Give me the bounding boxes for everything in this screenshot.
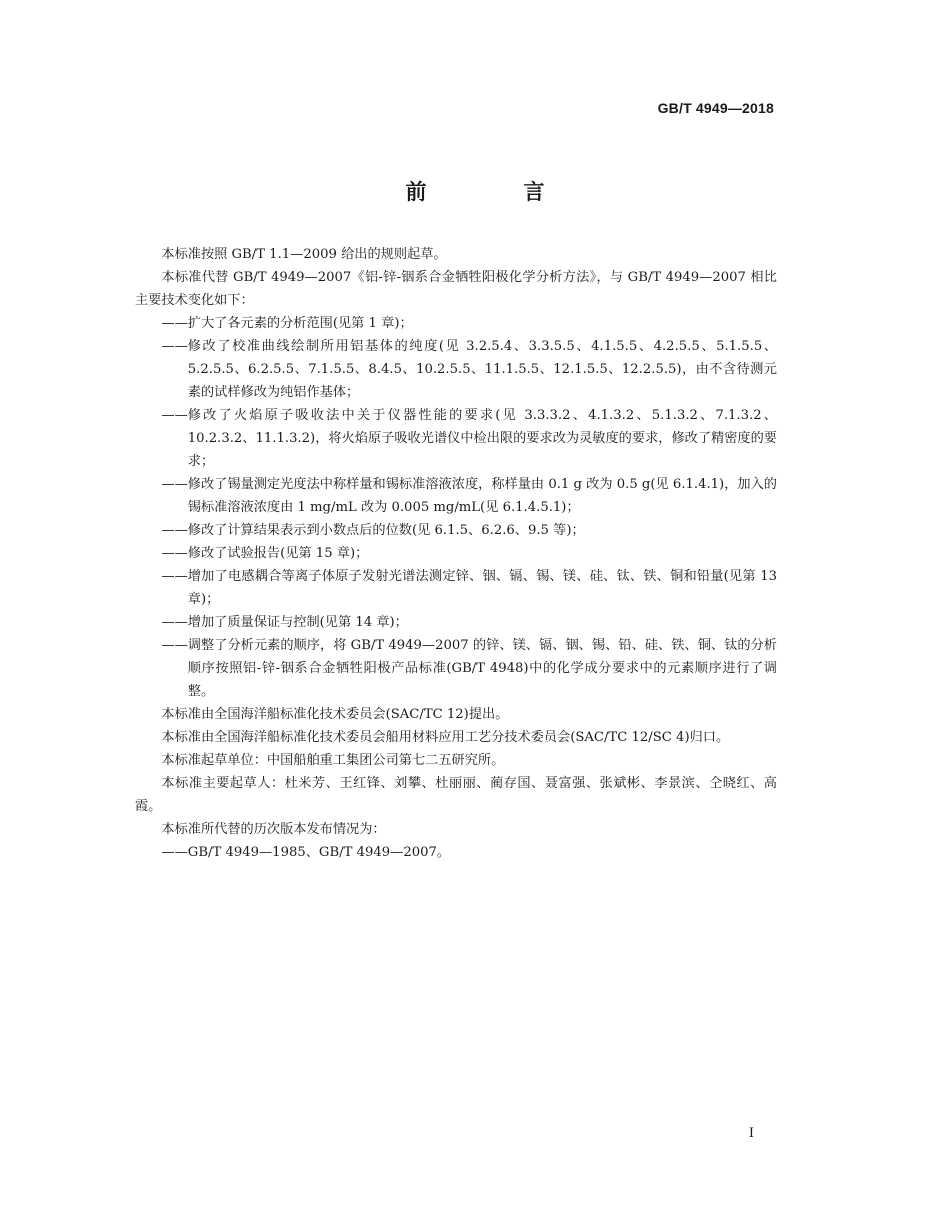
change-item [135, 404, 777, 473]
dash-marker: —— [161, 546, 188, 561]
change-item [135, 634, 777, 703]
change-item-text: 修改了火焰原子吸收法中关于仪器性能的要求(见 3.3.3.2、4.1.3.2、5.1.3.2、7.1.3.2、10.2.3.2、11.1.3.2)，将火焰原子吸收光谱仪中检出限的要求改为灵敏度的要求，修改了精密度的要求； [187, 408, 777, 469]
previous-versions-text: GB/T 4949—1985、GB/T 4949—2007。 [187, 845, 451, 860]
change-item-text: 调整了分析元素的顺序，将 GB/T 4949—2007 的锌、镁、镉、铟、锡、铅、硅、铁、铜、钛的分析顺序按照铝-锌-铟系合金牺牲阳极产品标准(GB/T 4948)中的化学成分要求中的元素顺序进行了调整。 [187, 638, 777, 699]
dash-marker: —— [161, 339, 188, 354]
dash-marker: —— [161, 638, 188, 653]
change-item-text: 修改了校准曲线绘制所用铝基体的纯度(见 3.2.5.4、3.3.5.5、4.1.5.5、4.2.5.5、5.1.5.5、5.2.5.5、6.2.5.5、7.1.5.5、8.4.5、10.2.5.5、11.1.5.5、12.1.5.5、12.2.5.5)，由不含待测元素的试样修改为纯铝作基体； [187, 339, 777, 400]
change-item-text: 修改了计算结果表示到小数点后的位数(见 6.1.5、6.2.6、9.5 等)； [187, 523, 585, 538]
dash-marker: —— [161, 845, 188, 860]
previous-versions-item [135, 841, 777, 864]
drafters-paragraph: 本标准主要起草人：杜米芳、王红锋、刘攀、杜丽丽、蔺存国、聂富强、张斌彬、李景滨、仝晓红、高霞。 [135, 776, 777, 814]
change-item-text: 修改了试验报告(见第 15 章)； [187, 546, 369, 561]
change-item [135, 335, 777, 404]
responsible-committee-paragraph: 本标准由全国海洋船标准化技术委员会船用材料应用工艺分技术委员会(SAC/TC 12/SC 4)归口。 [161, 730, 730, 745]
drafting-unit-paragraph: 本标准起草单位：中国船舶重工集团公司第七二五研究所。 [161, 753, 505, 768]
change-item-text: 扩大了各元素的分析范围(见第 1 章)； [187, 316, 413, 331]
dash-marker: —— [161, 523, 188, 538]
intro-paragraph-1: 本标准按照 GB/T 1.1—2009 给出的规则起草。 [161, 247, 447, 262]
change-item [135, 611, 777, 634]
change-item-text: 增加了电感耦合等离子体原子发射光谱法测定锌、铟、镉、锡、镁、硅、钛、铁、铜和铅量(见第 13 章)； [187, 569, 777, 607]
change-item-text: 修改了锡量测定光度法中称样量和锡标准溶液浓度，称样量由 0.1 g 改为 0.5 g(见 6.1.4.1)，加入的锡标准溶液浓度由 1 mg/mL 改为 0.005 mg/mL(见 6.1.4.5.1)； [187, 477, 777, 515]
change-item [135, 473, 777, 519]
change-item-text: 增加了质量保证与控制(见第 14 章)； [187, 615, 408, 630]
page-number: I [748, 1126, 754, 1141]
intro-paragraph-2: 本标准代替 GB/T 4949—2007《铝-锌-铟系合金牺牲阳极化学分析方法》，与 GB/T 4949—2007 相比主要技术变化如下： [135, 270, 777, 308]
change-item [135, 542, 777, 565]
foreword-body [135, 243, 777, 864]
change-item [135, 565, 777, 611]
standard-code: GB/T 4949—2018 [657, 100, 774, 116]
page-title: 前 言 [405, 180, 583, 204]
dash-marker: —— [161, 569, 188, 584]
dash-marker: —— [161, 477, 188, 492]
proposer-paragraph: 本标准由全国海洋船标准化技术委员会(SAC/TC 12)提出。 [161, 707, 509, 722]
dash-marker: —— [161, 408, 188, 423]
change-item [135, 519, 777, 542]
previous-versions-heading: 本标准所代替的历次版本发布情况为： [161, 822, 386, 837]
change-item [135, 312, 777, 335]
dash-marker: —— [161, 615, 188, 630]
dash-marker: —— [161, 316, 188, 331]
